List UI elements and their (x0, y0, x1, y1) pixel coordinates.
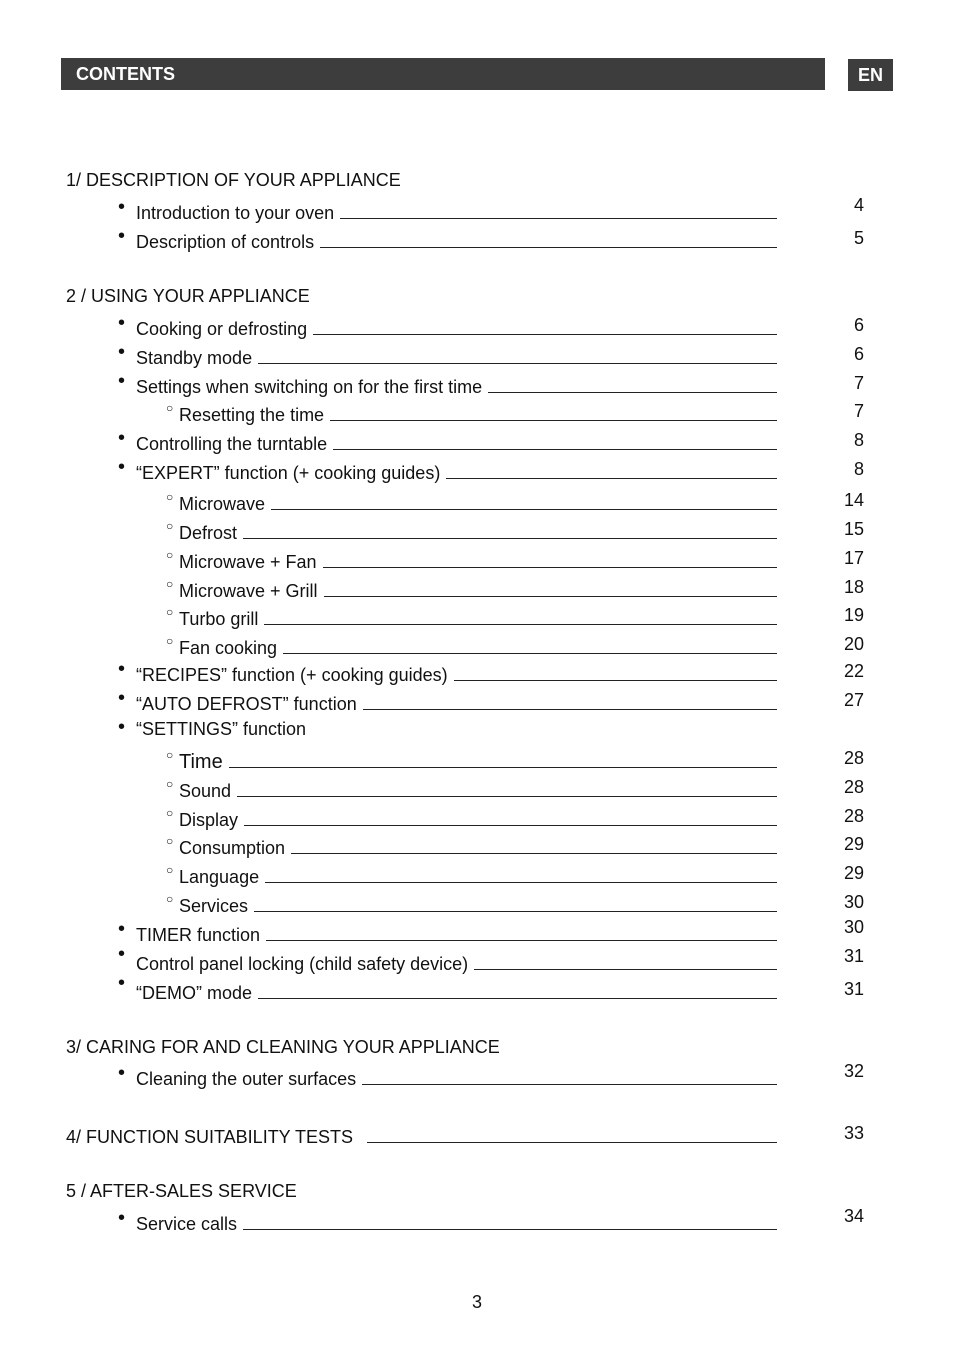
section-heading: 4/ FUNCTION SUITABILITY TESTS (66, 1126, 367, 1148)
toc-entry[interactable] (0, 1061, 954, 1089)
dot-leader (454, 666, 777, 681)
bullet-icon: • (118, 943, 126, 965)
toc-entry[interactable] (0, 718, 954, 740)
toc-subentry[interactable] (0, 576, 954, 601)
bullet-icon: • (118, 658, 126, 680)
toc-subentry[interactable] (0, 489, 954, 514)
dot-leader (258, 349, 777, 364)
toc-subentry[interactable] (0, 833, 954, 858)
toc-entry-label: Controlling the turntable (136, 433, 333, 455)
dot-leader (340, 204, 777, 219)
toc-entry-page: 15 (843, 519, 864, 539)
circle-bullet-icon: ○ (166, 401, 174, 415)
toc-entry-page: 28 (843, 806, 864, 826)
toc-entry[interactable] (0, 225, 954, 252)
toc-entry[interactable] (0, 370, 954, 397)
toc-entry-page: 4 (853, 195, 864, 215)
dot-leader (271, 495, 777, 510)
circle-bullet-icon: ○ (166, 490, 174, 504)
dot-leader (367, 1128, 777, 1143)
dot-leader (320, 233, 777, 248)
toc-entry[interactable] (0, 312, 954, 339)
circle-bullet-icon: ○ (166, 519, 174, 533)
toc-entry[interactable] (0, 195, 954, 223)
section-heading: 2 / USING YOUR APPLIANCE (66, 286, 310, 306)
dot-leader (258, 984, 777, 999)
toc-entry-label: “AUTO DEFROST” function (136, 693, 363, 715)
toc-subentry[interactable] (0, 604, 954, 629)
bullet-icon: • (118, 370, 126, 392)
toc-entry-label: Settings when switching on for the first time (136, 376, 488, 398)
dot-leader (446, 464, 777, 479)
dot-leader (291, 839, 777, 854)
dot-leader (323, 553, 777, 568)
toc-entry-label: Control panel locking (child safety device) (136, 953, 474, 975)
dot-leader (488, 378, 777, 393)
circle-bullet-icon: ○ (166, 548, 174, 562)
toc-entry[interactable] (0, 687, 954, 714)
bullet-icon: • (118, 341, 126, 363)
toc-entry-label: Cooking or defrosting (136, 318, 313, 340)
circle-bullet-icon: ○ (166, 577, 174, 591)
toc-entry-page: 19 (843, 605, 864, 625)
toc-entry-label: Time (179, 751, 229, 773)
dot-leader (362, 1070, 777, 1085)
toc-entry-label: “EXPERT” function (+ cooking guides) (136, 462, 446, 484)
toc-entry[interactable] (0, 943, 954, 974)
toc-entry-label: Defrost (179, 522, 243, 544)
dot-leader (237, 782, 777, 797)
toc-entry-page: 7 (853, 401, 864, 421)
toc-entry-page: 27 (843, 690, 864, 710)
bullet-icon: • (118, 196, 126, 218)
dot-leader (363, 695, 777, 710)
toc-entry-label: Sound (179, 780, 237, 802)
toc-entry-label: “SETTINGS” function (136, 718, 312, 740)
circle-bullet-icon: ○ (166, 634, 174, 648)
bullet-icon: • (118, 456, 126, 478)
bullet-icon: • (118, 1207, 126, 1229)
dot-leader (244, 811, 777, 826)
toc-entry-page: 31 (843, 946, 864, 966)
toc-entry-page: 30 (843, 917, 864, 937)
toc-entry-label: Fan cooking (179, 637, 283, 659)
toc-entry-page: 6 (853, 344, 864, 364)
toc-entry-page: 8 (853, 430, 864, 450)
toc-entry-page: 18 (843, 577, 864, 597)
toc-entry-label: Language (179, 866, 265, 888)
toc-entry-label: Description of controls (136, 231, 320, 253)
bullet-icon: • (118, 312, 126, 334)
toc-entry-page: 5 (853, 228, 864, 248)
circle-bullet-icon: ○ (166, 777, 174, 791)
dot-leader (333, 435, 777, 450)
toc-entry[interactable] (0, 658, 954, 685)
toc-entry-page: 34 (843, 1206, 864, 1226)
toc-entry-page: 17 (843, 548, 864, 568)
toc-entry-label: Display (179, 809, 244, 831)
bullet-icon: • (118, 687, 126, 709)
toc-entry-page: 33 (843, 1123, 864, 1143)
toc-entry-page: 14 (843, 490, 864, 510)
toc-entry-page: 6 (853, 315, 864, 335)
bullet-icon: • (118, 918, 126, 940)
page-number: 3 (471, 1292, 482, 1312)
circle-bullet-icon: ○ (166, 834, 174, 848)
dot-leader (283, 639, 777, 654)
toc-subentry[interactable] (0, 633, 954, 658)
toc-entry-page: 31 (843, 979, 864, 999)
toc-subentry[interactable] (0, 547, 954, 572)
toc-entry-label: “DEMO” mode (136, 982, 258, 1004)
bullet-icon: • (118, 972, 126, 994)
toc-entry-page: 28 (843, 748, 864, 768)
toc-subentry[interactable] (0, 805, 954, 830)
toc-entry-page: 28 (843, 777, 864, 797)
toc-entry-label: Microwave (179, 493, 271, 515)
dot-leader (266, 926, 777, 941)
toc-entry[interactable] (0, 1206, 954, 1234)
toc-subentry[interactable] (0, 400, 954, 425)
section-heading: 3/ CARING FOR AND CLEANING YOUR APPLIANCE (66, 1037, 500, 1057)
toc-entry-page: 32 (843, 1061, 864, 1081)
contents-title: CONTENTS (76, 64, 175, 84)
toc-entry-label: Microwave + Grill (179, 580, 324, 602)
toc-subentry[interactable] (0, 776, 954, 801)
toc-entry-label: Consumption (179, 837, 291, 859)
dot-leader (229, 753, 777, 768)
circle-bullet-icon: ○ (166, 806, 174, 820)
toc-entry[interactable] (0, 972, 954, 1003)
toc-entry-page: 30 (843, 892, 864, 912)
toc-entry-page: 8 (853, 459, 864, 479)
dot-leader (243, 524, 777, 539)
circle-bullet-icon: ○ (166, 892, 174, 906)
toc-entry-page: 20 (843, 634, 864, 654)
dot-leader (254, 897, 777, 912)
dot-leader (324, 582, 777, 597)
toc-entry-label: Standby mode (136, 347, 258, 369)
section-heading: 5 / AFTER-SALES SERVICE (66, 1181, 297, 1201)
toc-entry-page: 29 (843, 834, 864, 854)
toc-subentry[interactable] (0, 518, 954, 543)
toc-entry-label: Service calls (136, 1213, 243, 1235)
toc-entry-label: Services (179, 895, 254, 917)
dot-leader (313, 320, 777, 335)
circle-bullet-icon: ○ (166, 605, 174, 619)
section-heading: 1/ DESCRIPTION OF YOUR APPLIANCE (66, 170, 401, 190)
circle-bullet-icon: ○ (166, 863, 174, 877)
bullet-icon: • (118, 1062, 126, 1084)
toc-entry-page: 29 (843, 863, 864, 883)
toc-entry-label: “RECIPES” function (+ cooking guides) (136, 664, 454, 686)
toc-entry[interactable] (0, 427, 954, 454)
toc-entry-label: Resetting the time (179, 404, 330, 426)
toc-entry-label: Microwave + Fan (179, 551, 323, 573)
toc-section-entry[interactable] (0, 1122, 954, 1147)
circle-bullet-icon: ○ (166, 748, 174, 762)
toc-entry-label: Cleaning the outer surfaces (136, 1068, 362, 1090)
toc-entry-label: Introduction to your oven (136, 202, 340, 224)
toc-subentry[interactable] (0, 747, 954, 773)
dot-leader (265, 868, 777, 883)
dot-leader (243, 1215, 777, 1230)
toc-subentry[interactable] (0, 862, 954, 887)
dot-leader (330, 406, 777, 421)
toc-entry[interactable] (0, 917, 954, 945)
toc-subentry[interactable] (0, 891, 954, 916)
toc-entry-label: TIMER function (136, 924, 266, 946)
bullet-icon: • (118, 427, 126, 449)
toc-entry-page: 7 (853, 373, 864, 393)
bullet-icon: • (118, 225, 126, 247)
dot-leader (474, 955, 777, 970)
toc-entry[interactable] (0, 456, 954, 483)
bullet-icon: • (118, 716, 126, 738)
dot-leader (264, 610, 777, 625)
toc-entry-label: Turbo grill (179, 608, 264, 630)
toc-entry[interactable] (0, 341, 954, 368)
toc-entry-page: 22 (843, 661, 864, 681)
language-badge: EN (848, 59, 893, 91)
